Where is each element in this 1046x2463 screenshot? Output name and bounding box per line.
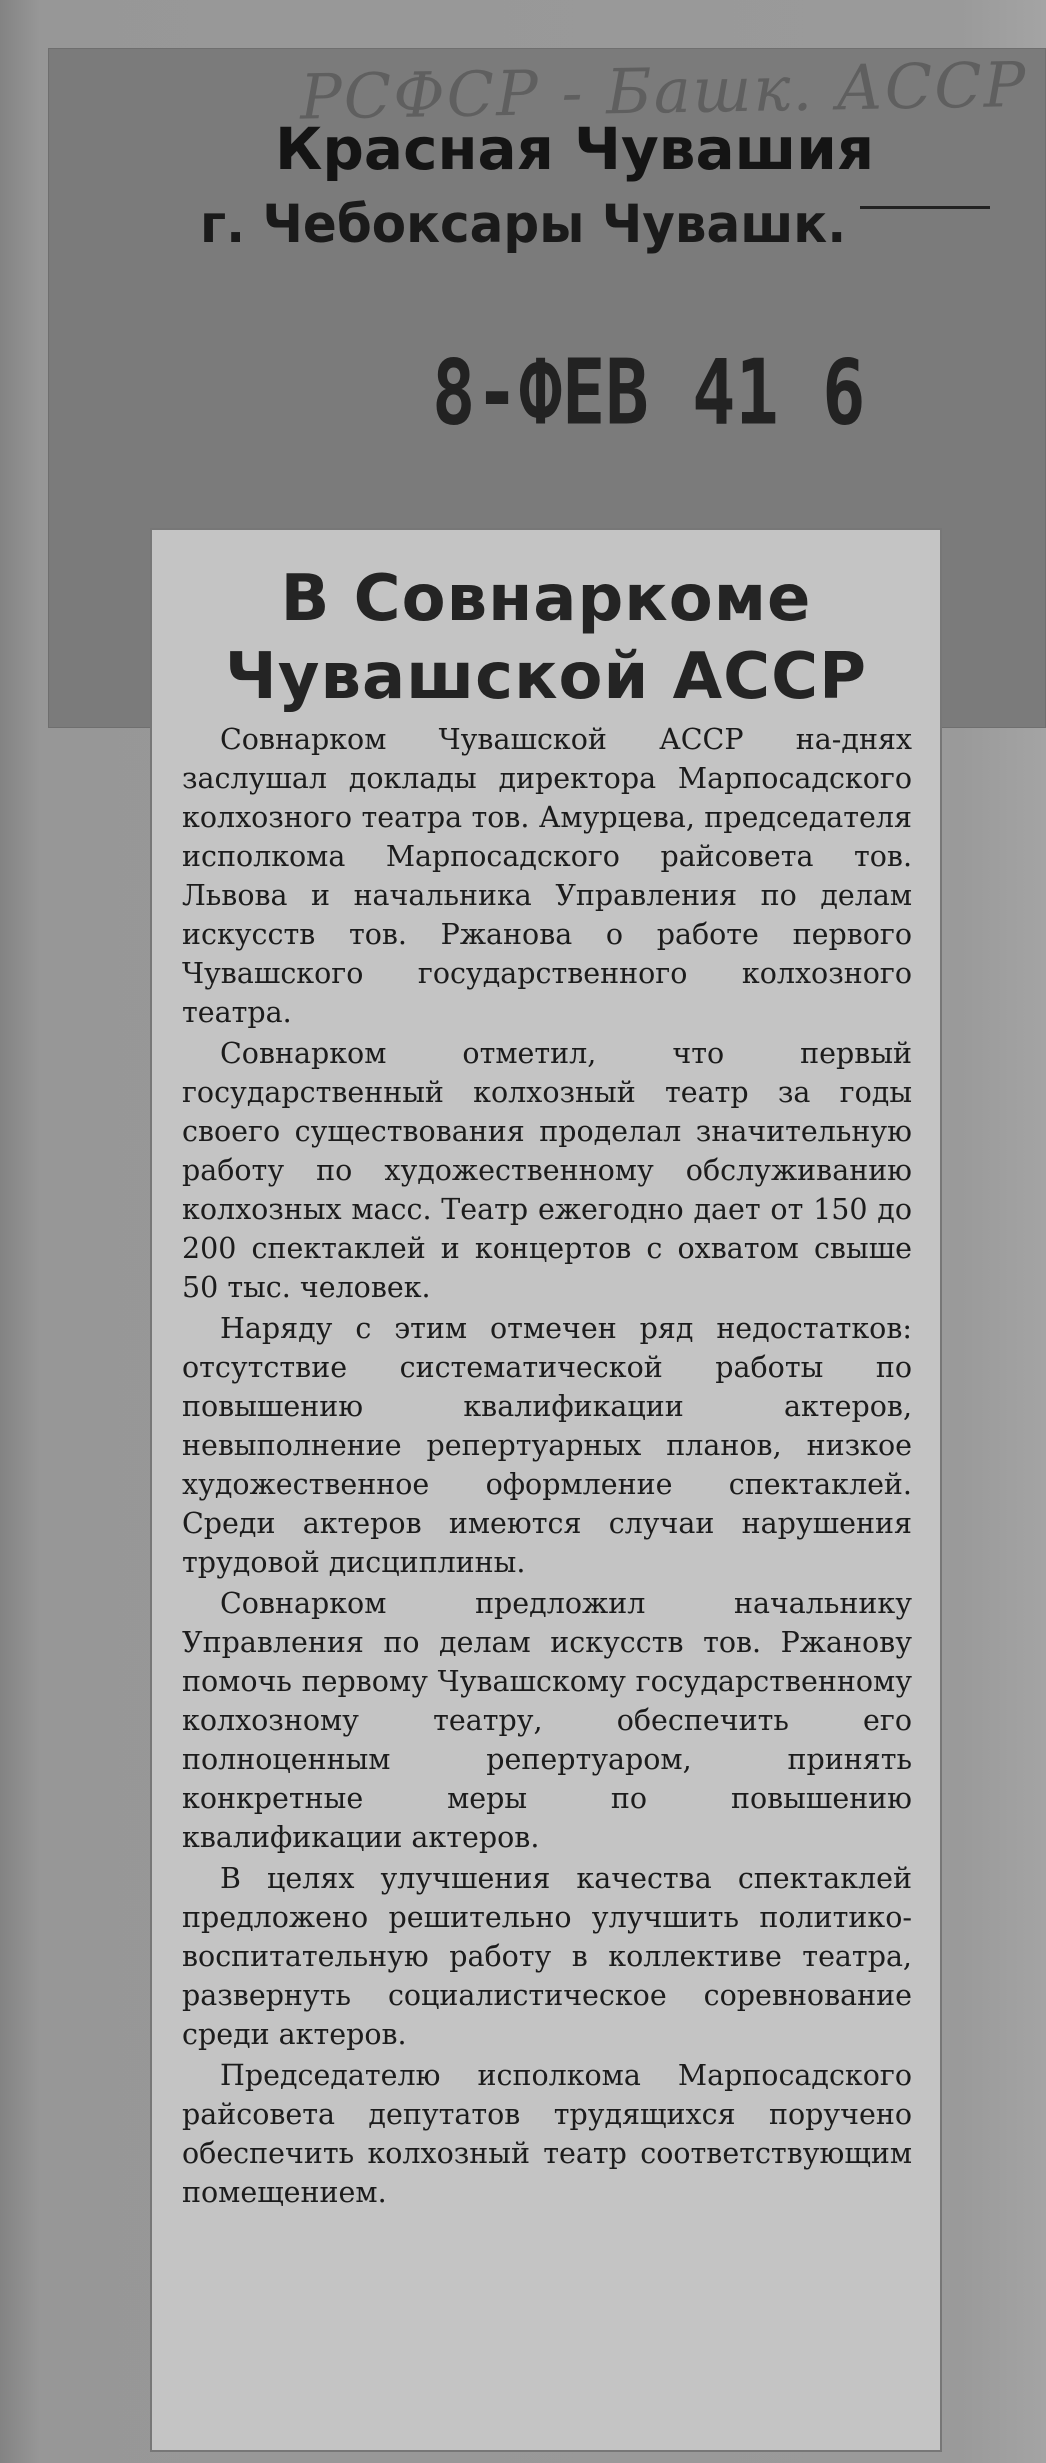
article-title-line-1: В Совнаркоме [280,562,812,636]
article-paragraph: Председателю исполкома Марпосадского райсовета депутатов трудящихся поручено обеспечить колхозный театр соответствующим помещением. [182,2059,912,2209]
article-paragraph: Совнарком предложил начальнику Управления по делам искусств тов. Ржанову помочь первому Чувашскому государственному колхозному театру, обеспечить его полноценным репертуаром, принять конкретные меры по повышению квалификации актеров. [182,1587,912,1854]
article-paragraph: Совнарком отметил, что первый государственный колхозный театр за годы своего существования проделал значительную работу по художественному обслуживанию колхозных масс. Театр ежегодно дает от 150 до 200 спектаклей и концертов с охватом свыше 50 тыс. человек. [182,1037,912,1304]
newspaper-name-stamp: Красная Чувашия [275,115,875,183]
handwritten-note: РСФСР - Башк. АССР [299,47,1028,134]
article-title-line-2: Чувашской АССР [225,640,867,714]
date-stamp: 8-ФЕВ 41 6 [432,339,866,445]
article-paragraph: Наряду с этим отмечен ряд недостатков: отсутствие систематической работы по повышению квалификации актеров, невыполнение репертуарных планов, низкое художественное оформление спектаклей. Среди актеров имеются случаи нарушения трудовой дисциплины. [182,1312,912,1579]
article-paragraph: В целях улучшения качества спектаклей предложено решительно улучшить политико-воспитательную работу в коллективе театра, развернуть социалистическое соревнование среди актеров. [182,1862,912,2051]
city-stamp: г. Чебоксары Чувашк. [200,193,847,255]
article-paragraph: Совнарком Чувашской АССР на-днях заслушал доклады директора Марпосадского колхозного театра тов. Амурцева, председателя исполкома Марпосадского райсовета тов. Львова и начальника Управления по делам искусств тов. Ржанова о работе первого Чувашского государственного колхозного театра. [182,723,912,1029]
article-body [182,720,912,2214]
article-title [152,560,940,716]
newspaper-clipping [152,530,940,2450]
stamp-underline [860,206,990,209]
